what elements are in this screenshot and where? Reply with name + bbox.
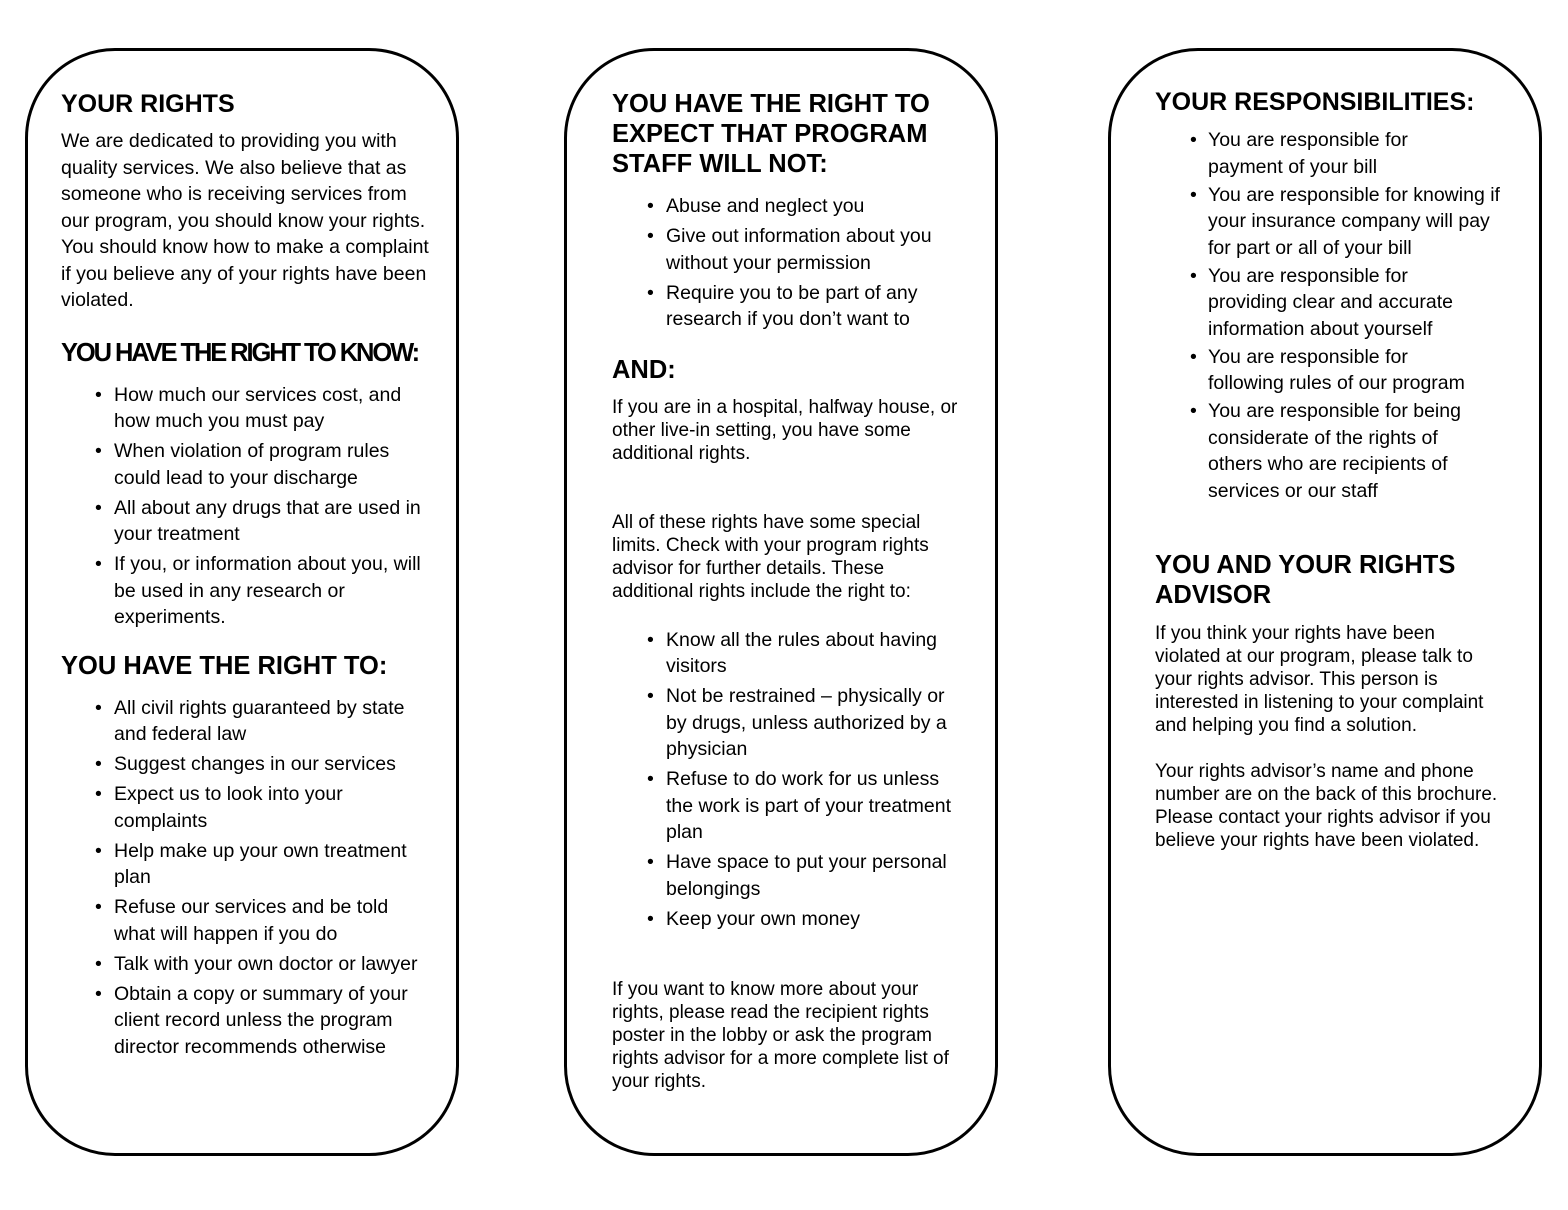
- list-item: • You are responsible for being considerate of the rights of others who are recipients of services or our staff: [1190, 400, 1461, 502]
- advisor-paragraph: If you think your rights have been violated at our program, please talk to your rights advisor. This person is interested in listening to your complaint and helping you find a solution.: [1155, 623, 1484, 736]
- staff-will-not-list: [612, 193, 957, 333]
- bullet-icon: •: [647, 225, 654, 247]
- more-info-paragraph: If you want to know more about your rights, please read the recipient rights poster in the lobby or ask the program rights advisor for a more complete list of your rights.: [612, 979, 949, 1092]
- panel-content: [612, 89, 958, 1093]
- right-to-list: [61, 695, 433, 1061]
- bullet-icon: •: [647, 851, 654, 873]
- list-item: • All about any drugs that are used in your treatment: [95, 496, 421, 545]
- bullet-icon: •: [95, 839, 102, 862]
- list-item: • You are responsible for providing clear and accurate information about yourself: [1190, 264, 1453, 340]
- list-item: • Talk with your own doctor or lawyer: [61, 951, 433, 978]
- bullet-icon: •: [95, 952, 102, 975]
- panel-content: [61, 89, 428, 1064]
- right-to-know-heading: YOU HAVE THE RIGHT TO KNOW:: [61, 338, 418, 367]
- bullet-icon: •: [95, 440, 102, 462]
- bullet-icon: •: [647, 281, 654, 304]
- bullet-icon: •: [647, 628, 654, 651]
- contact-paragraph: Your rights advisor’s name and phone number are on the back of this brochure. Please contact your rights advisor if you believe your rights have been violated.: [1155, 761, 1498, 851]
- intro-paragraph: We are dedicated to providing you with quality services. We also believe that as someone who is receiving services from our program, you should know your rights. You should know how to make a complaint if you believe any of your rights have been violated.: [61, 130, 429, 311]
- list-item: • Not be restrained – physically or by drugs, unless authorized by a physician: [647, 685, 947, 760]
- your-rights-heading: YOUR RIGHTS: [61, 90, 235, 118]
- additional-rights-list: [612, 627, 957, 933]
- bullet-icon: •: [647, 907, 654, 930]
- list-item: • You are responsible for knowing if your insurance company will pay for part or all of your bill: [1190, 183, 1500, 259]
- right-to-heading: YOU HAVE THE RIGHT TO:: [61, 651, 388, 680]
- bullet-icon: •: [95, 496, 102, 519]
- brochure-panel-responsibilities: [1108, 48, 1542, 1156]
- limits-paragraph: All of these rights have some special limits. Check with your program rights advisor for further details. These additional rights include the right to:: [612, 511, 929, 602]
- live-in-paragraph: If you are in a hospital, halfway house, or other live-in setting, you have some additional rights.: [612, 396, 958, 464]
- list-item: • Know all the rules about having visitors: [647, 628, 938, 677]
- panel-content: [1155, 87, 1507, 852]
- staff-will-not-heading: YOU HAVE THE RIGHT TO EXPECT THAT PROGRAM STAFF WILL NOT:: [612, 90, 930, 178]
- list-item: • You are responsible for following rules of our program: [1190, 345, 1465, 394]
- responsibilities-heading: YOUR RESPONSIBILITIES:: [1155, 88, 1475, 116]
- list-item: • All civil rights guaranteed by state and federal law: [95, 696, 405, 745]
- bullet-icon: •: [1190, 345, 1197, 368]
- rights-advisor-heading: YOU AND YOUR RIGHTS ADVISOR: [1155, 551, 1456, 609]
- list-item: • Help make up your own treatment plan: [95, 839, 407, 888]
- list-item: • When violation of program rules could lead to your discharge: [95, 440, 390, 489]
- list-item: • You are responsible for payment of your bill: [1190, 129, 1408, 178]
- list-item: • Abuse and neglect you: [612, 193, 957, 220]
- list-item: • Require you to be part of any research if you don’t want to: [647, 281, 918, 330]
- responsibilities-list: [1155, 127, 1510, 504]
- bullet-icon: •: [647, 195, 654, 217]
- bullet-icon: •: [1190, 264, 1197, 287]
- brochure-panel-rights: [25, 48, 459, 1156]
- list-item: • How much our services cost, and how much you must pay: [95, 383, 402, 432]
- bullet-icon: •: [95, 783, 102, 805]
- bullet-icon: •: [647, 685, 654, 707]
- bullet-icon: •: [95, 982, 102, 1005]
- bullet-icon: •: [95, 896, 102, 918]
- list-item: • If you, or information about you, will be used in any research or experiments.: [95, 553, 421, 628]
- bullet-icon: •: [647, 768, 654, 790]
- list-item: • Refuse to do work for us unless the work is part of your treatment plan: [647, 768, 952, 843]
- bullet-icon: •: [95, 696, 102, 719]
- bullet-icon: •: [95, 553, 102, 575]
- bullet-icon: •: [95, 753, 102, 775]
- list-item: • Have space to put your personal belongings: [647, 851, 947, 900]
- bullet-icon: •: [1190, 129, 1197, 151]
- bullet-icon: •: [1190, 400, 1197, 422]
- brochure-panel-staff: [564, 48, 998, 1156]
- list-item: • Expect us to look into your complaints: [95, 783, 343, 832]
- list-item: • Refuse our services and be told what will happen if you do: [95, 896, 389, 945]
- list-item: • Keep your own money: [612, 906, 957, 933]
- bullet-icon: •: [95, 383, 102, 406]
- right-to-know-list: [61, 382, 433, 631]
- list-item: • Obtain a copy or summary of your client record unless the program director recommends otherwise: [95, 982, 408, 1058]
- list-item: • Suggest changes in our services: [61, 751, 433, 778]
- bullet-icon: •: [1190, 183, 1197, 206]
- list-item: • Give out information about you without your permission: [647, 225, 932, 274]
- and-heading: AND:: [612, 355, 676, 384]
